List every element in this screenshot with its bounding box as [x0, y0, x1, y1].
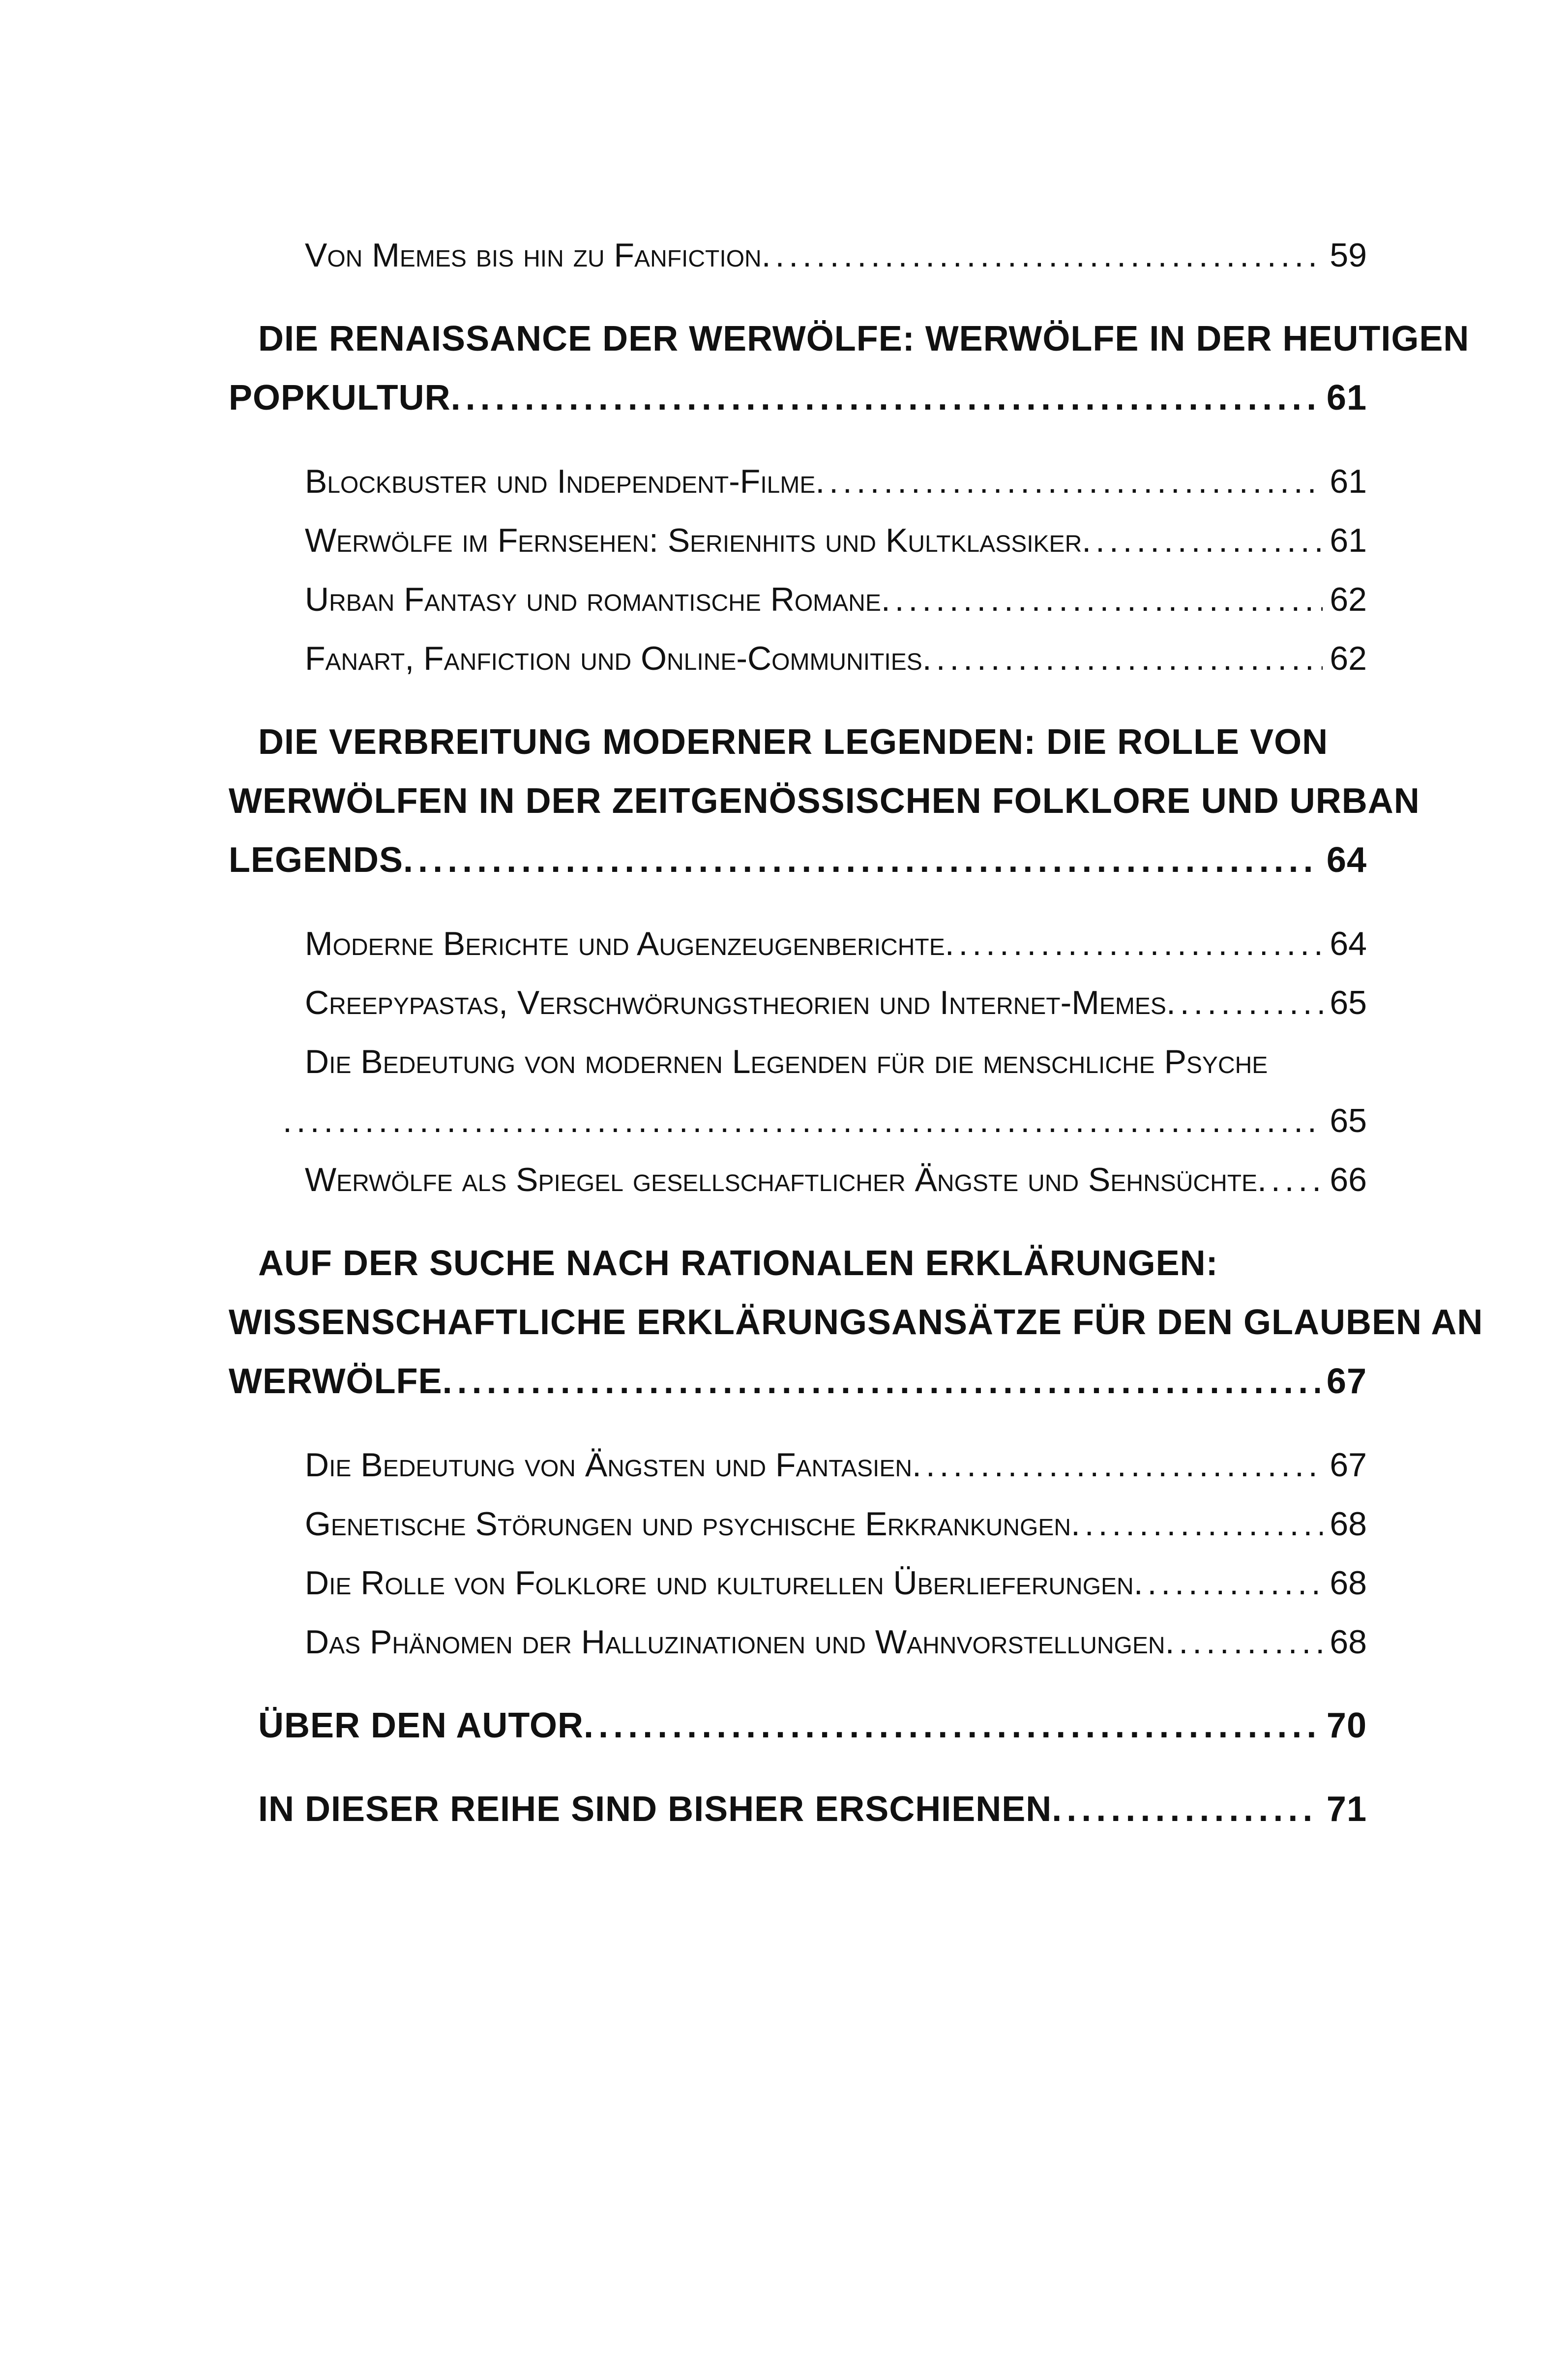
toc-subentry[interactable] — [305, 568, 1367, 631]
toc-entry-page: 67 — [1330, 1446, 1367, 1484]
toc-subentry[interactable] — [305, 1611, 1367, 1673]
toc-entry-title: POPKULTUR — [229, 378, 451, 418]
dot-leader — [1134, 1552, 1323, 1614]
toc-entry-page: 68 — [1330, 1505, 1367, 1543]
toc-entry-page: 66 — [1330, 1161, 1367, 1198]
toc-entry-title: Werwölfe im Fernsehen: Serienhits und Kultklassiker — [305, 522, 1082, 559]
toc-entry-title: Werwölfe als Spiegel gesellschaftlicher Ängste und Sehnsüchte — [305, 1161, 1258, 1198]
toc-entry-page: 62 — [1330, 640, 1367, 677]
toc-entry-title: Urban Fantasy und romantische Romane — [305, 581, 881, 618]
toc-entry-page: 62 — [1330, 581, 1367, 618]
chapter-title-line[interactable]: DIE RENAISSANCE DER WERWÖLFE: WERWÖLFE IN DER HEUTIGEN — [258, 319, 1470, 358]
dot-leader — [912, 1433, 1323, 1496]
toc-subentry[interactable] — [305, 971, 1367, 1034]
toc-entry-page: 71 — [1326, 1790, 1367, 1829]
toc-entry-title: Von Memes bis hin zu Fanfiction — [305, 237, 762, 274]
dot-leader — [403, 829, 1320, 892]
toc-subentry[interactable] — [305, 224, 1367, 287]
toc-subentry-title-line[interactable] — [305, 1030, 1268, 1093]
toc-entry-page: 61 — [1330, 522, 1367, 559]
toc-chapter-entry[interactable] — [229, 366, 1367, 429]
toc-subentry[interactable] — [305, 1552, 1367, 1614]
toc-entry-page: 64 — [1326, 840, 1367, 880]
toc-chapter-entry[interactable] — [258, 1778, 1367, 1841]
dot-leader — [1166, 971, 1323, 1034]
toc-subentry-leader-line[interactable] — [283, 1089, 1367, 1152]
toc-entry-title: LEGENDS — [229, 840, 404, 880]
toc-entry-title: Creepypastas, Verschwörungstheorien und Internet-Memes — [305, 984, 1166, 1021]
toc-entry-title: Fanart, Fanfiction und Online-Communities — [305, 640, 922, 677]
toc-entry-page: 59 — [1330, 237, 1367, 274]
dot-leader — [922, 627, 1323, 690]
chapter-title-line[interactable]: AUF DER SUCHE NACH RATIONALEN ERKLÄRUNGEN: — [258, 1244, 1218, 1283]
dot-leader — [1257, 1148, 1323, 1211]
toc-entry-page: 67 — [1326, 1362, 1367, 1401]
toc-subentry[interactable] — [305, 1492, 1367, 1555]
toc-subentry[interactable] — [305, 509, 1367, 572]
toc-entry-title: Genetische Störungen und psychische Erkrankungen — [305, 1505, 1071, 1543]
toc-entry-title: Blockbuster und Independent-Filme — [305, 463, 816, 500]
toc-subentry[interactable] — [305, 450, 1367, 513]
chapter-title-line[interactable]: WISSENSCHAFTLICHE ERKLÄRUNGSANSÄTZE FÜR DEN GLAUBEN AN — [229, 1303, 1483, 1342]
toc-entry-title: Die Bedeutung von Ängsten und Fantasien — [305, 1446, 913, 1484]
dot-leader — [1071, 1492, 1323, 1555]
toc-entry-page: 68 — [1330, 1564, 1367, 1602]
toc-subentry[interactable] — [305, 912, 1367, 975]
toc-entry-title: Das Phänomen der Halluzinationen und Wahnvorstellungen — [305, 1623, 1165, 1661]
toc-entry-page: 65 — [1330, 984, 1367, 1021]
toc-subentry[interactable] — [305, 1433, 1367, 1496]
toc-entry-title: ÜBER DEN AUTOR — [258, 1706, 584, 1745]
dot-leader — [584, 1694, 1320, 1757]
toc-entry-page: 61 — [1330, 463, 1367, 500]
dot-leader — [945, 912, 1323, 975]
chapter-title-line[interactable]: WERWÖLFEN IN DER ZEITGENÖSSISCHEN FOLKLORE UND URBAN — [229, 781, 1420, 821]
toc-subentry[interactable] — [305, 1148, 1367, 1211]
dot-leader — [283, 1089, 1323, 1152]
dot-leader — [815, 450, 1323, 513]
toc-entry-title: Die Bedeutung von modernen Legenden für die menschliche Psyche — [305, 1043, 1268, 1080]
toc-chapter-entry[interactable] — [229, 829, 1367, 892]
toc-entry-title: IN DIESER REIHE SIND BISHER ERSCHIENEN — [258, 1790, 1052, 1829]
dot-leader — [1052, 1778, 1320, 1841]
toc-chapter-entry[interactable] — [258, 1694, 1367, 1757]
dot-leader — [881, 568, 1323, 631]
toc-chapter-entry[interactable] — [229, 1350, 1367, 1413]
dot-leader — [443, 1350, 1320, 1413]
dot-leader — [1165, 1611, 1323, 1673]
dot-leader — [762, 224, 1323, 287]
chapter-title-line[interactable]: DIE VERBREITUNG MODERNER LEGENDEN: DIE ROLLE VON — [258, 722, 1329, 762]
toc-entry-page: 65 — [1330, 1102, 1367, 1139]
toc-entry-page: 64 — [1330, 925, 1367, 962]
toc-entry-page: 68 — [1330, 1623, 1367, 1661]
toc-entry-title: Die Rolle von Folklore und kulturellen Überlieferungen — [305, 1564, 1134, 1602]
toc-subentry[interactable] — [305, 627, 1367, 690]
dot-leader — [1082, 509, 1323, 572]
toc-entry-page: 61 — [1326, 378, 1367, 418]
dot-leader — [451, 366, 1320, 429]
toc-entry-title: WERWÖLFE — [229, 1362, 443, 1401]
toc-entry-page: 70 — [1326, 1706, 1367, 1745]
toc-entry-title: Moderne Berichte und Augenzeugenberichte — [305, 925, 945, 962]
